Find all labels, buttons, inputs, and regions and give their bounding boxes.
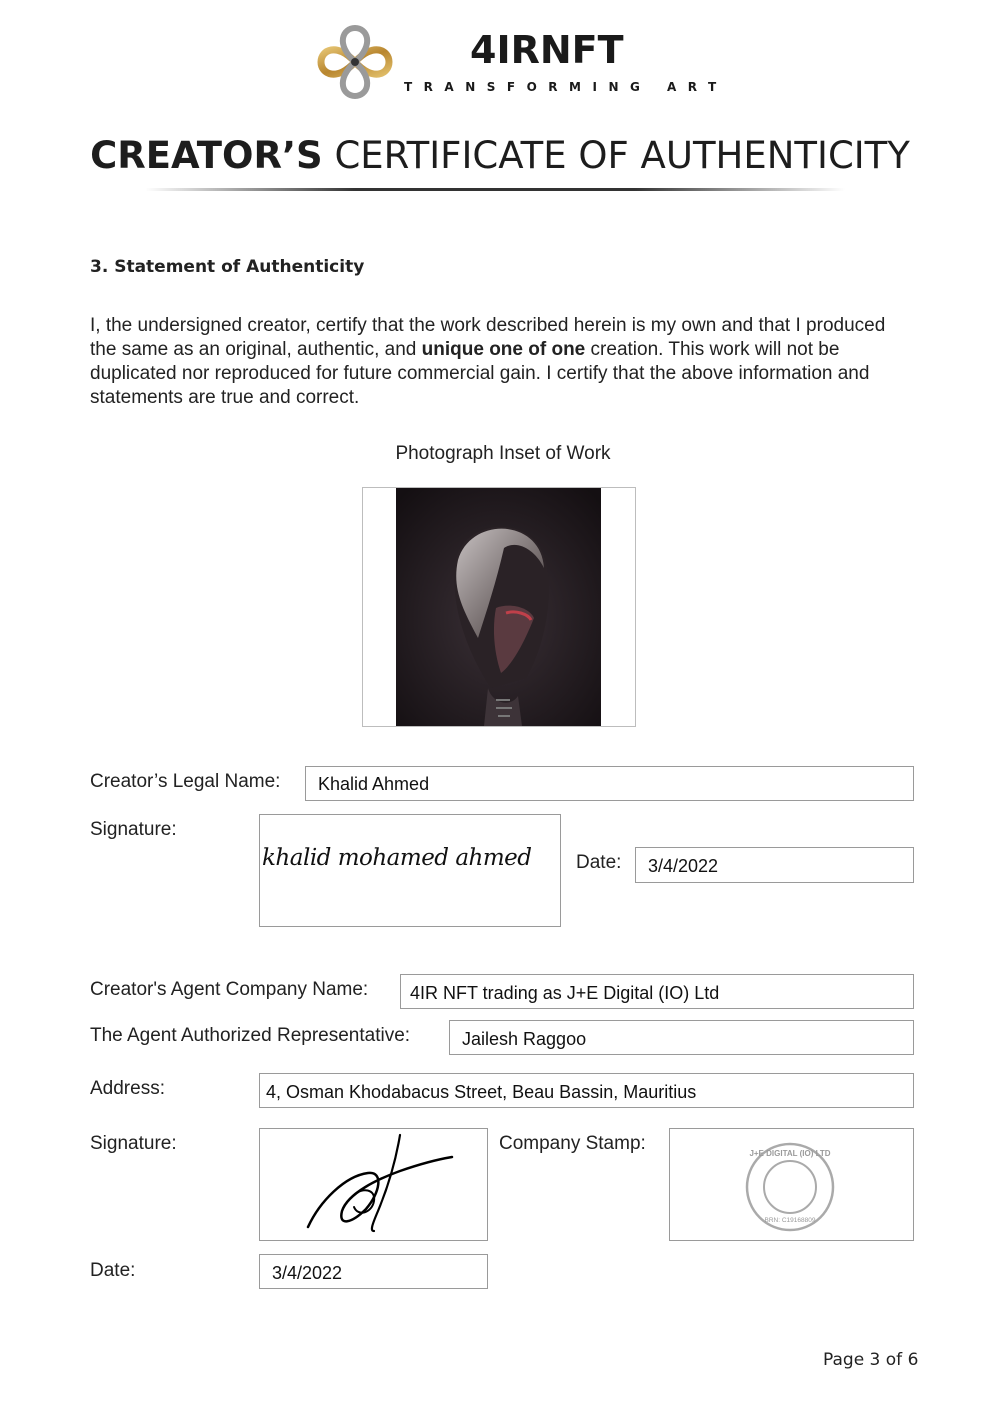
- statement-text-after: creation. This work will not be duplicated nor reproduced for future commercial gain. I certify that the above information and statements are true and correct.: [90, 339, 870, 408]
- creator-date-field[interactable]: [635, 847, 914, 883]
- company-stamp-box[interactable]: [669, 1128, 914, 1241]
- section-heading: 3. Statement of Authenticity: [90, 257, 365, 277]
- agent-company-value: 4IR NFT trading as J+E Digital (IO) Ltd: [410, 983, 720, 1003]
- brand-logo-icon: [315, 22, 395, 102]
- legal-name-value: Khalid Ahmed: [318, 774, 430, 794]
- page-number: Page 3 of 6: [823, 1350, 919, 1370]
- creator-date-value: 3/4/2022: [648, 856, 719, 876]
- statement-paragraph: [90, 314, 910, 410]
- stamp-brn: BRN: C19168809: [764, 1217, 816, 1224]
- agent-rep-field[interactable]: [449, 1020, 914, 1055]
- inset-caption: Photograph Inset of Work: [395, 443, 611, 464]
- legal-name-label: Creator’s Legal Name:: [90, 771, 281, 792]
- address-label: Address:: [90, 1078, 165, 1099]
- stamp-text: J+E DIGITAL (IO) LTD: [749, 1149, 831, 1158]
- agent-signature-box[interactable]: [259, 1128, 488, 1241]
- address-field[interactable]: [259, 1073, 914, 1108]
- statement-text-bold: unique one of one: [421, 339, 586, 360]
- agent-company-field[interactable]: [400, 974, 914, 1009]
- creator-signature: khalid mohamed ahmed: [262, 845, 532, 871]
- agent-date-field[interactable]: [259, 1254, 488, 1289]
- artwork-photo: [396, 488, 601, 726]
- brand-tagline: TRANSFORMING ART: [404, 80, 728, 94]
- agent-rep-value: Jailesh Raggoo: [462, 1029, 587, 1049]
- title-divider: [145, 188, 845, 191]
- agent-date-value: 3/4/2022: [272, 1263, 343, 1283]
- page-title: [0, 134, 1000, 177]
- agent-signature-label: Signature:: [90, 1133, 177, 1154]
- agent-rep-label: The Agent Authorized Representative:: [90, 1025, 411, 1046]
- title-bold: CREATOR’S: [90, 134, 323, 177]
- agent-signature-mark: [300, 1131, 460, 1239]
- legal-name-field[interactable]: [305, 766, 914, 801]
- statement-text-before: I, the undersigned creator, certify that the work described herein is my own and that I produced the same as an original, authentic, and: [90, 315, 886, 360]
- address-value: 4, Osman Khodabacus Street, Beau Bassin, Mauritius: [266, 1082, 697, 1102]
- company-stamp-label: Company Stamp:: [499, 1133, 646, 1154]
- creator-signature-box[interactable]: [259, 814, 561, 927]
- creator-signature-label: Signature:: [90, 819, 177, 840]
- agent-company-label: Creator's Agent Company Name:: [90, 979, 369, 1000]
- company-stamp-seal: [744, 1141, 836, 1233]
- agent-date-label: Date:: [90, 1260, 136, 1281]
- brand-name: 4IRNFT: [470, 28, 624, 72]
- creator-date-label: Date:: [576, 852, 622, 873]
- title-rest: CERTIFICATE OF AUTHENTICITY: [334, 134, 910, 177]
